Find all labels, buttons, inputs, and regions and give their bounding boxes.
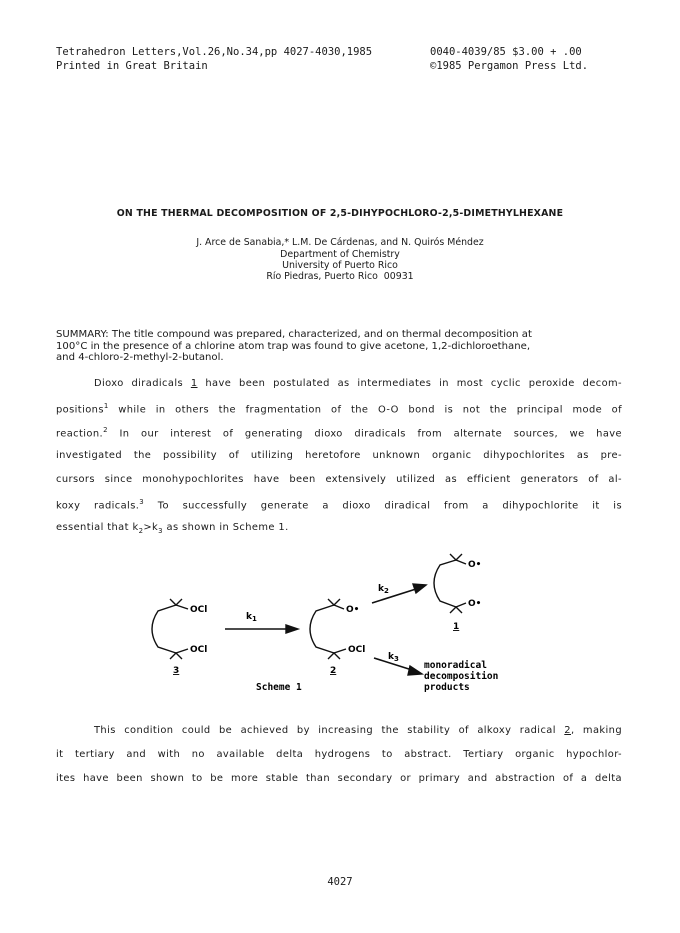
paragraph-1-line-6: koxy radicals.$^3$ To successfully generate a dioxo diradical from a dihypochlorite it is: [56, 498, 622, 512]
rate-k1: $k_1$: [246, 612, 257, 623]
paragraph-1-line-2: positions$^1$ while in others the fragmentation of the O-O bond is not the principal mode of: [56, 402, 622, 416]
arrowhead-k1: [286, 625, 298, 633]
scheme-1-diagram: [0, 545, 680, 705]
compound-number-1: 1: [453, 622, 460, 632]
paragraph-2-line-2: it tertiary and with no available delta hydrogens to abstract. Tertiary organic hypochlor-: [56, 749, 622, 760]
paragraph-1-line-7: essential that $k_2>k_3$ as shown in Scheme 1.: [56, 522, 289, 535]
summary-line-3: and 4-chloro-2-methyl-2-butanol.: [56, 352, 224, 363]
summary: [56, 329, 636, 364]
affiliation-university: University of Puerto Rico: [282, 260, 398, 271]
product-line-1: monoradical: [424, 660, 487, 671]
structure-dihypochlorite: [152, 599, 188, 659]
rate-k3: $k_3$: [388, 652, 399, 663]
ocl-label-top: OCl: [190, 605, 208, 615]
reference-marker: 1: [103, 402, 109, 410]
ocl-label-radical: OCl: [348, 645, 366, 655]
summary-line-1: SUMMARY: The title compound was prepared, characterized, and on thermal decomposition at: [56, 329, 532, 340]
journal-citation: Tetrahedron Letters,Vol.26,No.34,pp 4027-4030,1985: [56, 46, 373, 58]
reference-marker: 3: [139, 498, 145, 506]
reference-marker: 2: [103, 426, 108, 434]
paragraph-1-line-1: Dioxo diradicals 1 have been postulated as intermediates in most cyclic peroxide decom-: [94, 378, 623, 389]
scheme-caption: Scheme 1: [256, 682, 302, 693]
product-line-2: decomposition: [424, 671, 499, 682]
compound-number-2: 2: [330, 666, 337, 676]
structure-alkoxy-radical: [310, 599, 346, 659]
paragraph-1-line-3: reaction.$^2$ In our interest of generating dioxo diradicals from alternate sources, we have: [56, 426, 622, 440]
o-radical-label: O•: [346, 605, 360, 615]
article-title: ON THE THERMAL DECOMPOSITION OF 2,5-DIHYPOCHLORO-2,5-DIMETHYLHEXANE: [116, 208, 564, 219]
product-line-3: products: [424, 682, 470, 693]
authors: J. Arce de Sanabia,* L.M. De Cárdenas, and N. Quirós Méndez: [196, 237, 484, 248]
arrowhead-k3: [408, 666, 422, 675]
paragraph-2-line-3: ites have been shown to be more stable than secondary or primary and abstraction of a delta: [56, 773, 622, 784]
paragraph-1-line-5: cursors since monohypochlorites have been extensively utilized as efficient generators of al-: [56, 474, 622, 485]
o-radical-label-bottom: O•: [468, 599, 482, 609]
structure-dioxo-diradical: [434, 554, 466, 613]
ocl-label-bottom: OCl: [190, 645, 208, 655]
paragraph-2-line-1: This condition could be achieved by increasing the stability of alkoxy radical 2, making: [94, 725, 622, 736]
paragraph-1-line-4: investigated the possibility of utilizing heretofore unknown organic dihypochlorites as pre-: [56, 450, 622, 461]
affiliation-address: Río Piedras, Puerto Rico 00931: [266, 271, 414, 282]
copyright-notice: ©1985 Pergamon Press Ltd.: [430, 60, 589, 72]
compound-ref: 1: [190, 378, 198, 389]
compound-number-3: 3: [173, 666, 180, 676]
o-radical-label-top: O•: [468, 560, 482, 570]
summary-line-2: 100°C in the presence of a chlorine atom trap was found to give acetone, 1,2-dichloroethane,: [56, 340, 531, 352]
price-code: 0040-4039/85 $3.00 + .00: [430, 46, 582, 58]
printed-in: Printed in Great Britain: [56, 60, 208, 72]
arrowhead-k2: [413, 584, 426, 593]
affiliation-department: Department of Chemistry: [280, 249, 400, 260]
compound-ref: 2: [564, 725, 571, 736]
page-number: 4027: [327, 876, 353, 888]
rate-k2: $k_2$: [378, 584, 389, 595]
